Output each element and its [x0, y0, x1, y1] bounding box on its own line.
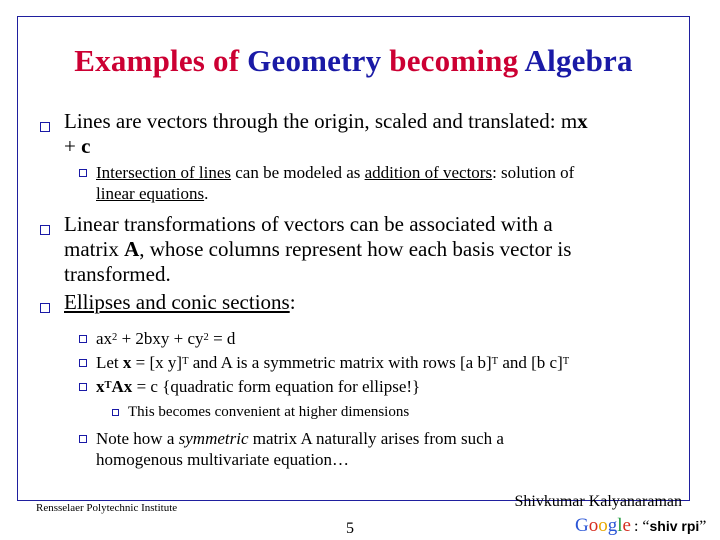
bullet-text: +	[64, 134, 82, 158]
title-part-geometry: Geometry	[247, 43, 390, 78]
search-text: : “shiv rpi”	[633, 518, 707, 535]
bullet-text: , whose columns represent how each basis vector is	[139, 237, 572, 261]
google-search-hint	[575, 515, 706, 537]
link-intersection-of-lines[interactable]: Intersection of lines	[96, 163, 232, 182]
sub-bullet-box-icon	[79, 335, 87, 343]
bullet-text: homogenous multivariate equation…	[96, 450, 350, 469]
bold-c: c	[81, 134, 91, 158]
bullet-text: This becomes convenient at higher dimensions	[128, 404, 410, 420]
bullet-box-icon	[40, 122, 50, 132]
bullet-ellipses	[64, 290, 694, 315]
bold-x: x	[577, 109, 588, 133]
eq-sup: T	[562, 356, 570, 368]
sub-bullet-xtax	[96, 376, 696, 397]
page-number: 5	[346, 520, 354, 537]
sub-bullet-intersection	[96, 162, 696, 204]
bullet-box-icon	[40, 225, 50, 235]
sub-bullet-let-x	[96, 352, 696, 373]
bold-x: x	[122, 353, 132, 372]
sub-bullet-box-icon	[79, 359, 87, 367]
sub-sub-bullet-box-icon	[112, 409, 119, 416]
italic-symmetric: symmetric	[178, 429, 249, 448]
eq-sup: T	[182, 356, 189, 368]
sub-bullet-symmetric	[96, 428, 696, 470]
bullet-box-icon	[40, 303, 50, 313]
sub-bullet-text: can be modeled as	[231, 163, 365, 182]
footer-institute: Rensselaer Polytechnic Institute	[36, 502, 178, 514]
bold-x: x	[96, 377, 105, 396]
sub-bullet-quadratic	[96, 328, 696, 349]
sub-sub-bullet-higher-dimensions	[128, 403, 688, 422]
bullet-lines-vectors	[64, 109, 694, 159]
title-part-examples: Examples of	[74, 43, 248, 78]
sub-bullet-box-icon	[79, 169, 87, 177]
eq-part: + 2bxy + cy	[117, 329, 204, 348]
bold-Ax: Ax	[111, 377, 133, 396]
bullet-text: matrix A naturally arises from such a	[248, 429, 504, 448]
eq-part: and A is a symmetric matrix with rows [a b]	[188, 353, 492, 372]
slide-title	[17, 43, 690, 79]
sub-bullet-text: : solution of	[492, 163, 575, 182]
bullet-text: Linear transformations of vectors can be associated with a	[64, 212, 553, 236]
eq-part: and [b c]	[498, 353, 563, 372]
sub-bullet-box-icon	[79, 383, 87, 391]
eq-part: = d	[208, 329, 236, 348]
title-part-becoming: becoming	[389, 43, 525, 78]
bullet-text: transformed.	[64, 262, 171, 286]
eq-sup: 2	[203, 332, 209, 344]
title-part-algebra: Algebra	[524, 43, 633, 78]
bullet-text: :	[289, 290, 296, 314]
google-logo-icon: Google	[575, 515, 631, 536]
bold-A: A	[124, 237, 140, 261]
eq-sup: T	[104, 380, 112, 392]
bullet-text: Note how a	[96, 429, 179, 448]
footer-author: Shivkumar Kalyanaraman	[514, 493, 682, 510]
bullet-linear-transformations	[64, 212, 694, 287]
eq-part: ax	[96, 329, 113, 348]
eq-part: = c {quadratic form equation for ellipse!}	[132, 377, 421, 396]
eq-sup: 2	[112, 332, 118, 344]
eq-part: = [x y]	[131, 353, 183, 372]
eq-part: Let	[96, 353, 123, 372]
sub-bullet-text: .	[204, 184, 209, 203]
bullet-text: Lines are vectors through the origin, scaled and translated: m	[64, 109, 578, 133]
link-addition-of-vectors[interactable]: addition of vectors	[364, 163, 493, 182]
sub-bullet-box-icon	[79, 435, 87, 443]
eq-sup: T	[491, 356, 499, 368]
bullet-text: matrix	[64, 237, 125, 261]
link-linear-equations[interactable]: linear equations	[96, 184, 205, 203]
link-ellipses-and-conic-sections[interactable]: Ellipses and conic sections	[64, 290, 290, 314]
